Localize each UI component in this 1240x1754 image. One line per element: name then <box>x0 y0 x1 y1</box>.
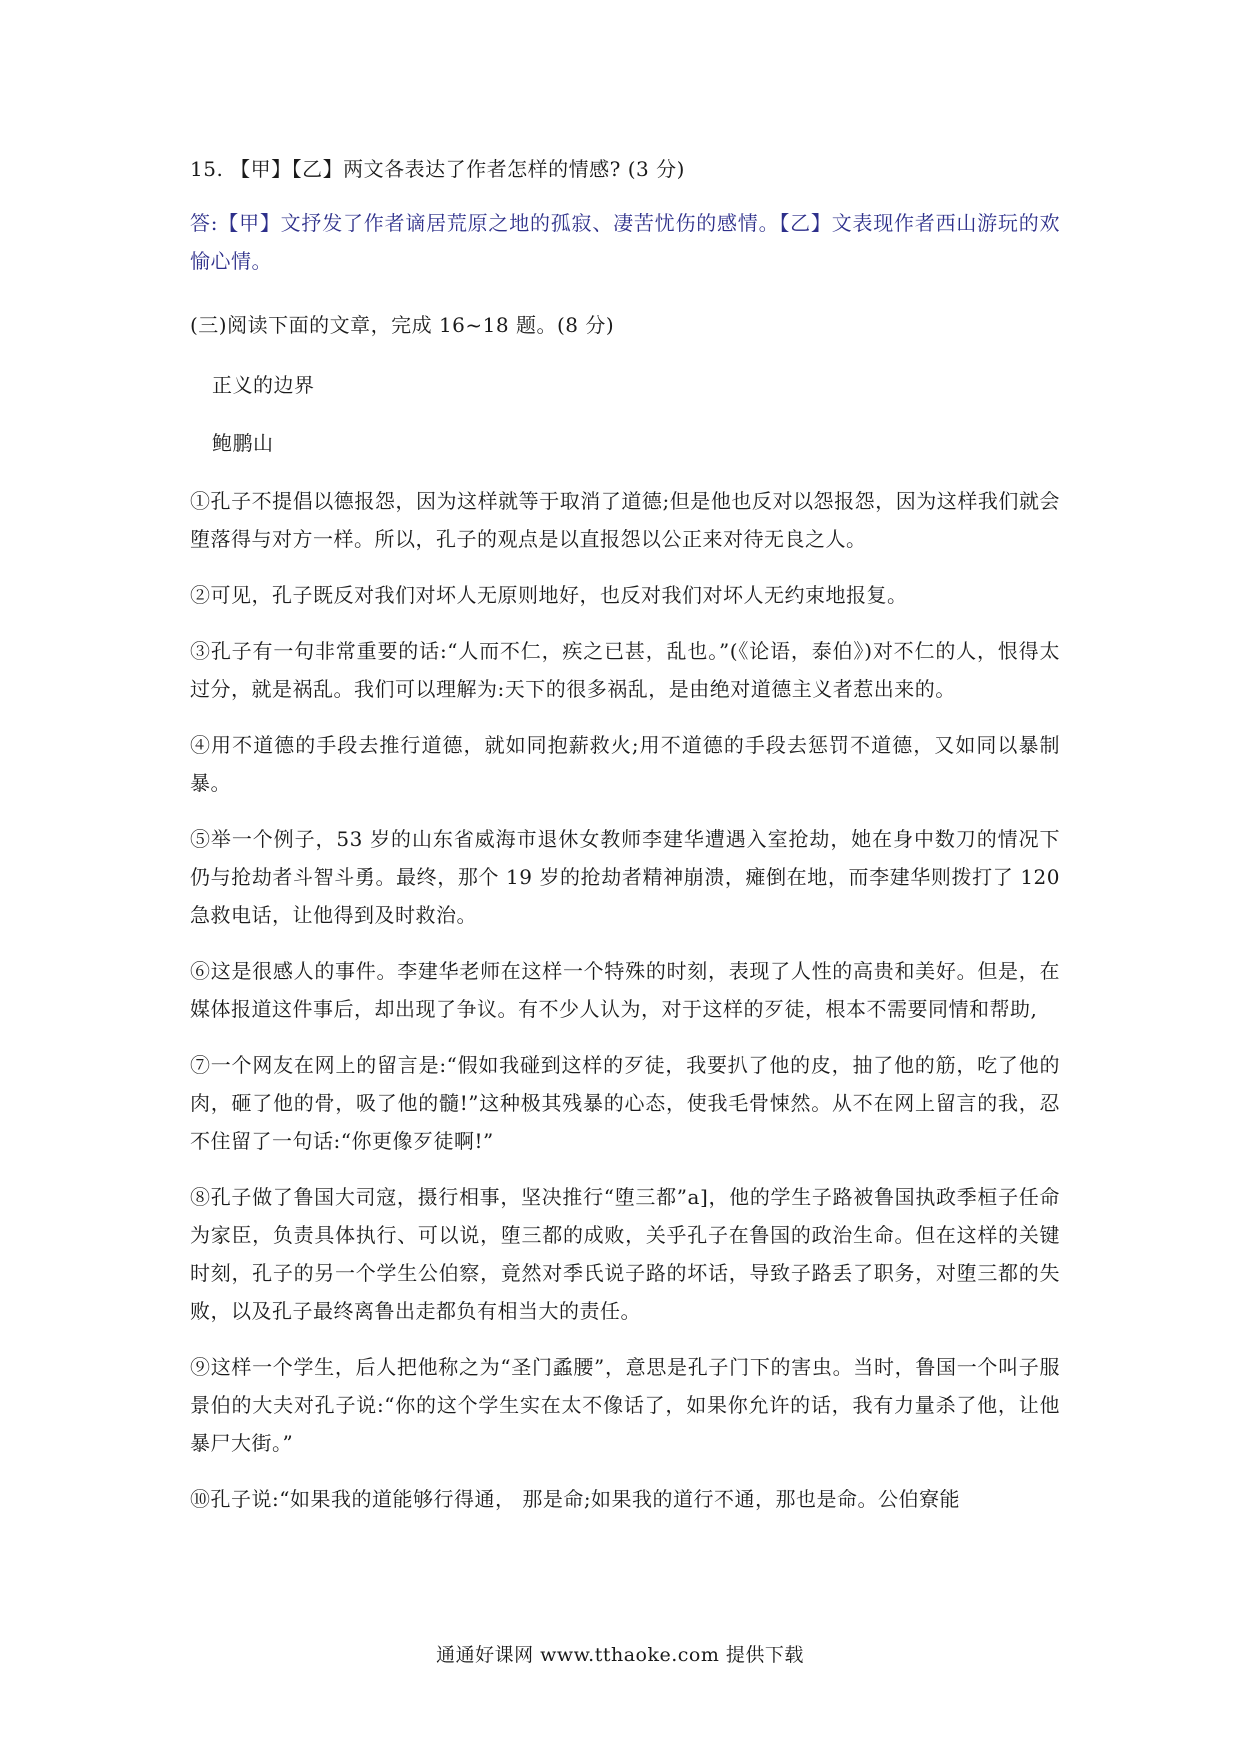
section-heading: (三)阅读下面的文章，完成 16~18 题。(8 分) <box>190 313 615 337</box>
answer-15: 答:【甲】文抒发了作者谪居荒原之地的孤寂、凄苦忧伤的感情。【乙】文表现作者西山游玩的欢愉心情。 <box>190 211 1060 273</box>
article-paragraph-8: ⑧孔子做了鲁国大司寇，摄行相事，坚决推行“堕三都”a]，他的学生子路被鲁国执政季桓子任命为家臣，负责具体执行、可以说，堕三都的成败，关乎孔子在鲁国的政治生命。但在这样的关键时刻，孔子的另一个学生公伯察，竟然对季氏说子路的坏话，导致子路丢了职务，对堕三都的失败，以及孔子最终离鲁出走都负有相当大的责任。 <box>190 1185 1060 1323</box>
document-content <box>190 150 1060 1536</box>
article-paragraph-2: ②可见，孔子既反对我们对坏人无原则地好，也反对我们对坏人无约束地报复。 <box>190 583 908 607</box>
article-paragraph-6: ⑥这是很感人的事件。李建华老师在这样一个特殊的时刻，表现了人性的高贵和美好。但是，在媒体报道这件事后，却出现了争议。有不少人认为，对于这样的歹徒，根本不需要同情和帮助, <box>190 959 1060 1021</box>
question-15: 15. 【甲】【乙】两文各表达了作者怎样的情感? (3 分) <box>190 157 685 181</box>
article-paragraph-9: ⑨这样一个学生，后人把他称之为“圣门蟊腰”，意思是孔子门下的害虫。当时，鲁国一个叫子服景伯的大夫对孔子说:“你的这个学生实在太不像话了，如果你允许的话，我有力量杀了他，让他暴尸大街。” <box>190 1355 1060 1455</box>
article-paragraph-10: ⑩孔子说:“如果我的道能够行得通， 那是命;如果我的道行不通，那也是命。公伯寮能 <box>190 1487 961 1511</box>
article-paragraph-3: ③孔子有一句非常重要的话:“人而不仁，疾之已甚，乱也。”(《论语，泰伯》)对不仁的人，恨得太过分，就是祸乱。我们可以理解为:天下的很多祸乱，是由绝对道德主义者惹出来的。 <box>190 639 1060 701</box>
article-paragraph-1: ①孔子不提倡以德报怨，因为这样就等于取消了道德;但是他也反对以怨报怨，因为这样我们就会堕落得与对方一样。所以，孔子的观点是以直报怨以公正来对待无良之人。 <box>190 489 1060 551</box>
article-paragraph-7: ⑦一个网友在网上的留言是:“假如我碰到这样的歹徒，我要扒了他的皮，抽了他的筋，吃了他的肉，砸了他的骨，吸了他的髓!”这种极其残暴的心态，使我毛骨悚然。从不在网上留言的我，忍不住留了一句话:“你更像歹徒啊!” <box>190 1053 1060 1153</box>
article-paragraph-5: ⑤举一个例子，53 岁的山东省威海市退休女教师李建华遭遇入室抢劫，她在身中数刀的情况下仍与抢劫者斗智斗勇。最终，那个 19 岁的抢劫者精神崩溃，瘫倒在地，而李建华则拨打了 120 急救电话，让他得到及时救治。 <box>190 827 1060 927</box>
article-author: 鲍鹏山 <box>212 431 274 455</box>
page-footer: 通通好课网 www.tthaoke.com 提供下载 <box>436 1644 804 1666</box>
article-paragraph-4: ④用不道德的手段去推行道德，就如同抱薪救火;用不道德的手段去惩罚不道德，又如同以暴制暴。 <box>190 733 1060 795</box>
article-title: 正义的边界 <box>212 373 315 397</box>
